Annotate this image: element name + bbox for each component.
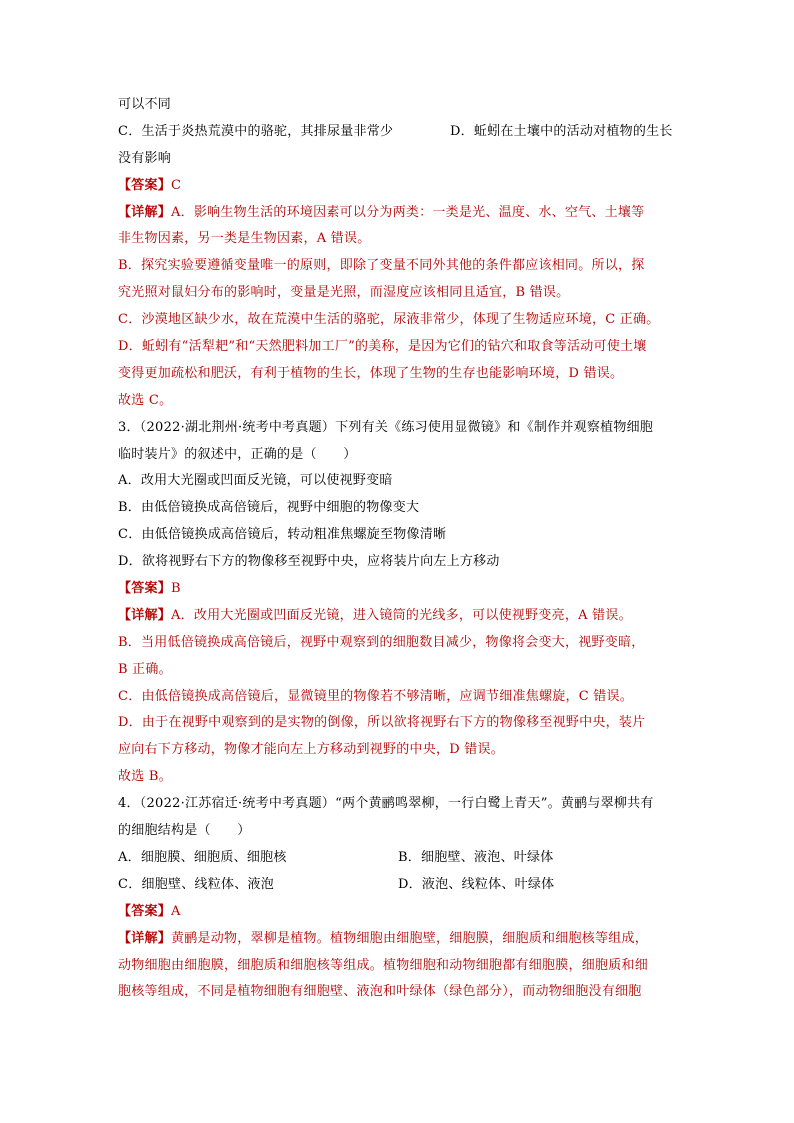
answer-line [118,576,680,603]
question-stem: 临时装片》的叙述中，正确的是（ ） [118,446,357,462]
options-row [118,872,680,899]
option-c: C．细胞壁、线粒体、液泡 [118,876,274,892]
question-stem: 3．（2022·湖北荆州·统考中考真题）下列有关《练习使用显微镜》和《制作并观察植物细胞 [118,419,654,435]
detail-line: B．探究实验要遵循变量唯一的原则，即除了变量不同外其他的条件都应该相同。所以，探 [118,258,645,274]
options-row [118,845,680,872]
option-c: C．由低倍镜换成高倍镜后，转动粗准焦螺旋至物像清晰 [118,527,447,543]
detail-block [118,603,680,791]
detail-line: 胞核等组成，不同是植物细胞有细胞壁、液泡和叶绿体（绿色部分），而动物细胞没有细胞 [118,984,642,1000]
detail-line: 变得更加疏松和肥沃，有利于植物的生长，体现了生物的生存也能影响环境，D 错误。 [118,365,624,381]
answer-line [118,899,680,926]
option-b: B．由低倍镜换成高倍镜后，视野中细胞的物像变大 [118,500,420,516]
answer-value: A [171,903,181,919]
answer-tag: 【答案】 [118,581,172,597]
detail-line: 非生物因素，另一类是生物因素，A 错误。 [118,231,371,247]
answer-value: B [171,581,181,597]
detail-line: C．沙漠地区缺少水，故在荒漠中生活的骆驼，尿液非常少，体现了生物适应环境，C 正确。 [118,312,660,328]
detail-line: 故选 C。 [118,392,173,408]
detail-line: D．蚯蚓有“活犁耙”和“天然肥料加工厂”的美称，是因为它们的钻穴和取食等活动可使土壤 [118,339,647,355]
detail-line: 究光照对鼠妇分布的影响时，变量是光照，而湿度应该相同且适宜，B 错误。 [118,285,570,301]
question-stem: 4．（2022·江苏宿迁·统考中考真题）“两个黄鹂鸣翠柳，一行白鹭上青天”。黄鹂与翠柳共有 [118,796,654,812]
detail-line: D．由于在视野中观察到的是实物的倒像，所以欲将视野右下方的物像移至视野中央，装片 [118,715,646,731]
question-stem: 的细胞结构是（ ） [118,823,251,839]
detail-tag: 【详解】 [118,204,172,220]
detail-line: 故选 B。 [118,769,172,785]
answer-tag: 【答案】 [118,903,172,919]
option-d: D．液泡、线粒体、叶绿体 [398,876,555,892]
option-a: A．改用大光圈或凹面反光镜，可以使视野变暗 [118,473,393,489]
detail-line: 应向右下方移动，物像才能向左上方移动到视野的中央，D 错误。 [118,742,505,758]
detail-block [118,200,680,415]
option-d: D．蚯蚓在土壤中的活动对植物的生长 [450,123,673,139]
detail-line: 【详解】A．改用大光圈或凹面反光镜，进入镜筒的光线多，可以使视野变亮，A 错误。 [118,607,632,623]
answer-line [118,173,680,200]
detail-line: 【详解】黄鹂是动物，翠柳是植物。植物细胞由细胞壁，细胞膜，细胞质和细胞核等组成， [118,930,649,946]
document-page [118,92,680,1006]
option-d: D．欲将视野右下方的物像移至视野中央，应将装片向左上方移动 [118,554,500,570]
detail-block [118,926,680,1007]
answer-tag: 【答案】 [118,177,172,193]
options-row [118,119,680,146]
detail-line: B 正确。 [118,661,172,677]
question-text: 可以不同 [118,97,172,112]
detail-tag: 【详解】 [118,607,172,623]
option-d-continued: 没有影响 [118,150,172,166]
detail-line: C．由低倍镜换成高倍镜后，显微镜里的物像若不够清晰，应调节细准焦螺旋，C 错误。 [118,688,634,704]
answer-value: C [171,177,182,193]
option-c: C．生活于炎热荒漠中的骆驼，其排尿量非常少 [118,123,394,139]
detail-line: 【详解】A．影响生物生活的环境因素可以分为两类：一类是光、温度、水、空气、土壤等 [118,204,645,220]
detail-line: 动物细胞由细胞膜，细胞质和细胞核等组成。植物细胞和动物细胞都有细胞膜，细胞质和细 [118,957,649,973]
detail-tag: 【详解】 [118,930,172,946]
option-a: A．细胞膜、细胞质、细胞核 [118,849,287,865]
option-b: B．细胞壁、液泡、叶绿体 [398,849,554,865]
detail-line: B．当用低倍镜换成高倍镜后，视野中观察到的细胞数目减少，物像将会变大，视野变暗， [118,634,645,650]
